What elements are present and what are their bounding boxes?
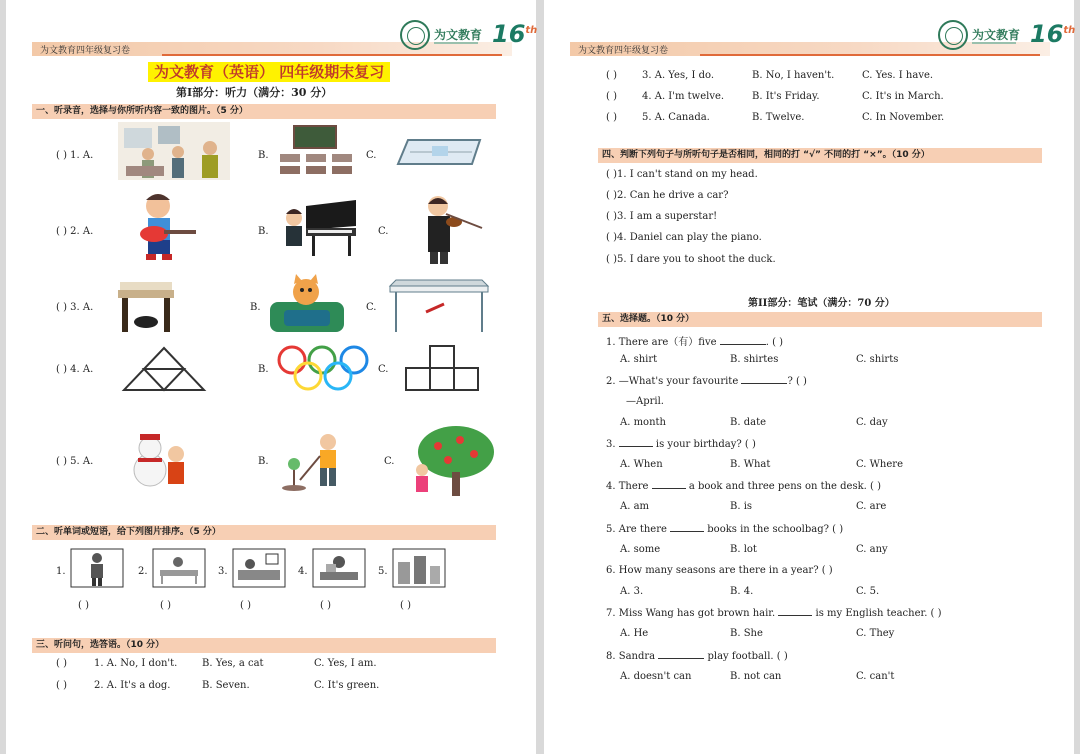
wenwen-logo: 为文教育 16th [938,20,1070,54]
answer-blank-5[interactable]: ( ) [400,600,411,611]
header-strip: 为文教育四年级复习卷 [570,42,1050,56]
section-3-header: 三、听问句，选答语。（10 分） [32,638,496,653]
q5-3: 3. is your birthday? ( ) [606,439,756,450]
section-4-header: 四、判断下列句子与所听句子是否相同，相同的打 “√” 不同的打 “×”。（10 分） [598,148,1042,163]
q5-1: 1. There are（有）five . ( ) [606,337,784,348]
table-pen-image [386,276,492,334]
olympic-rings-image [276,344,376,394]
q1-number: ( ) 1. A. [56,150,94,161]
seal-icon [938,20,968,50]
anniversary-badge: 16th [492,20,538,48]
answer-blank-1[interactable]: ( ) [78,600,89,611]
cat-in-schoolbag-image [262,272,352,336]
planting-tree-image [280,430,352,492]
answer-blank-3[interactable]: ( ) [240,600,251,611]
swimming-pool-image [388,134,486,170]
q5-2: 2. —What's your favourite ? ( ) [606,376,807,387]
picture-4-desk [312,548,366,588]
wenwen-logo: 为文教育 16th [400,20,532,54]
q5-7: 7. Miss Wang has got brown hair. is my English teacher. ( ) [606,608,942,619]
section-2-header: 二、听单词或短语，给下列图片排序。（5 分） [32,525,496,540]
q5-4: 4. There a book and three pens on the desk. ( ) [606,481,882,492]
apple-tree-image [408,424,496,498]
picture-3-bed [232,548,286,588]
violin-image [410,192,484,266]
exam-page-left: 为文教育四年级复习卷 为文教育 16th 为文教育（英语） 四年级期末复习 第I部分：听力（满分：30 分） 一、听录音，选择与你所听内容一致的图片。（5 分） ( ) 1. A. B. C. ( ) 2. A. B. C. ( ) 3. A. B. C. ( ) 4. A. B. C. ( ) 5. A. B. C. 二、听单词或短语，给下列图片排序。（5 分） 1. 2. 3. 4. 5. ( ) ( ) ( ) ( ) ( ) 三、听问句，选答语。（10 分） ( ) 1. A. No, I don't. B. Yes, a cat C. Yes, I am. ( ) 2. A. It's a dog. B. Seven. C. It's green. [6,0,536,754]
page-title: 为文教育（英语） 四年级期末复习 [148,62,390,82]
part2-title: 第II部分：笔试（满分：70 分） [748,298,895,309]
picture-1-boy [70,548,124,588]
piano-image [278,196,358,258]
seal-icon [400,20,430,50]
picture-2-writing [152,548,206,588]
section-5-header: 五、选择题。（10 分） [598,312,1042,327]
office-workers-image [118,122,230,180]
part1-title: 第I部分：听力（满分：30 分） [176,86,333,99]
classroom-image [276,124,356,178]
boy-guitar-image [124,190,198,266]
header-strip: 为文教育四年级复习卷 [32,42,512,56]
answer-blank-2[interactable]: ( ) [160,600,171,611]
q5-6: 6. How many seasons are there in a year? ( ) [606,565,833,576]
squares-shape-image [404,344,480,394]
snowman-image [122,430,192,488]
answer-blank-4[interactable]: ( ) [320,600,331,611]
picture-5-town [392,548,446,588]
anniversary-badge: 16th [1030,20,1076,48]
triangle-shape-image [122,346,206,392]
q5-5: 5. Are there books in the schoolbag? ( ) [606,524,844,535]
desk-cat-image [114,278,178,334]
exam-page-right: 为文教育四年级复习卷 为文教育 16th ( ) 3. A. Yes, I do. B. No, I haven't. C. Yes. I have. ( ) 4. A. I'm twelve. B. It's Friday. C. It's in March. ( ) 5. A. Canada. B. Twelve. C. In November. 四、判断下列句子与所听句子是否相同，相同的打 “√” 不同的打 “×”。（10 分） ( )1. I can't stand on my head. ( )2. Can he drive a car? ( )3. I am a superstar! ( )4. Daniel can play the piano. ( )5. I dare you to shoot the duck. 第II部分：笔试（满分：70 分） 五、选择题。（10 分） 1. There are（有）five . ( ) A. shirt B. shirtes C. shirts 2. —What's your favourite ? ( ) —April. A. month B. date C. day 3. is your birthday? ( ) A. When B. What C. Where 4. There a book and three pens on the desk. ( ) A. am B. is C. are 5. Are there books in the schoolbag? ( ) A. some B. lot C. any 6. How many seasons are there in a year? ( ) A. 3. B. 4. C. 5. 7. Miss Wang has got brown hair. is my English teacher. ( ) A. He B. She C. They 8. Sandra play football. ( ) A. doesn't can B. not can C. can't [544,0,1074,754]
section-1-header: 一、听录音，选择与你所听内容一致的图片。（5 分） [32,104,496,119]
q5-8: 8. Sandra play football. ( ) [606,651,788,662]
